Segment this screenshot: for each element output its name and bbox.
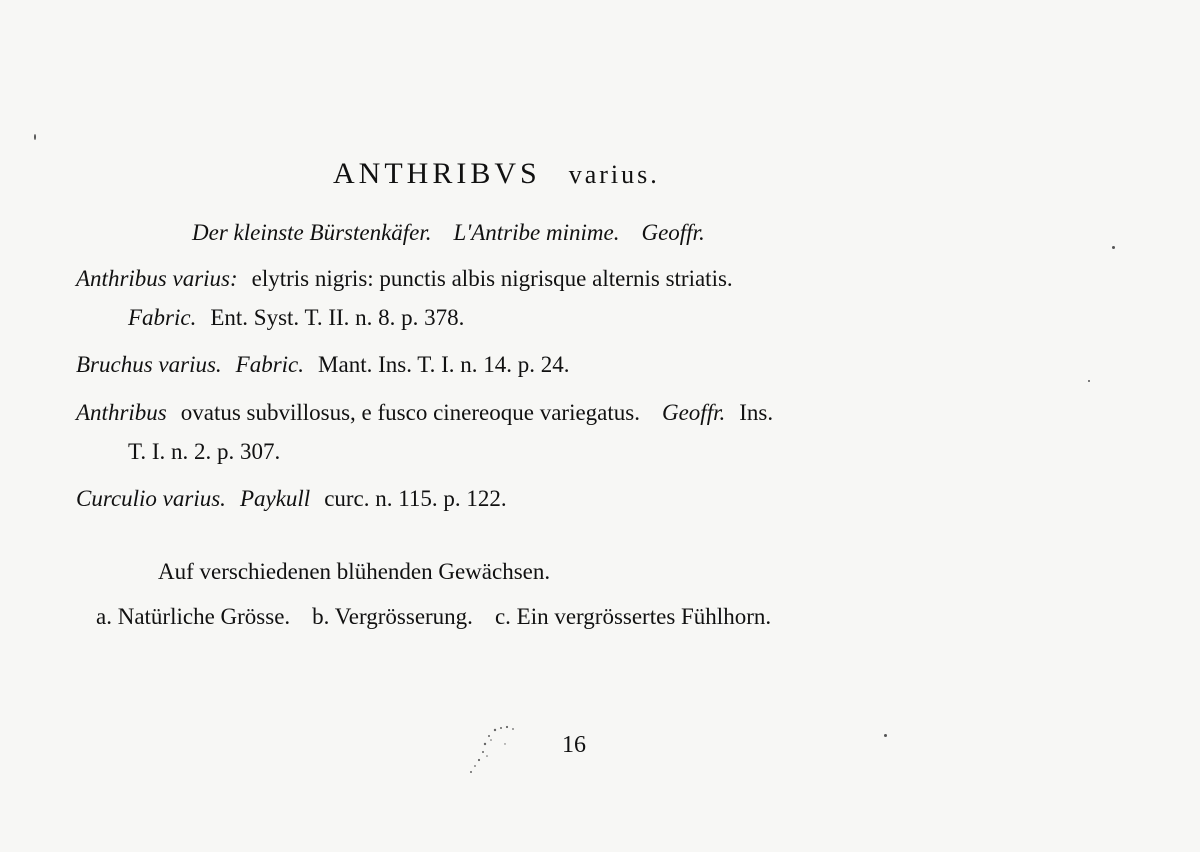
author-name: Geoffr. (641, 220, 705, 245)
figure-a-caption: a. Natürliche Grösse. (96, 604, 291, 629)
synonym-entry-3-line-2 (128, 438, 280, 466)
synonym-entry-1-line-2 (128, 304, 464, 332)
reference-author: Fabric. (235, 352, 305, 377)
french-name: L'Antribe minime. (453, 220, 620, 245)
page-title (333, 157, 660, 190)
synonym-description: elytris nigris: punctis albis nigrisque alternis striatis. (251, 266, 733, 291)
paper-speck (34, 134, 36, 140)
synonym-entry-2 (76, 351, 570, 379)
reference-citation: curc. n. 115. p. 122. (324, 486, 507, 511)
page-number: 16 (562, 732, 586, 758)
reference-author: Geoffr. (661, 400, 726, 425)
paper-speck (1112, 246, 1115, 249)
reference-author: Fabric. (128, 305, 197, 330)
reference-citation: Ins. (739, 400, 774, 425)
species-name: varius. (568, 160, 660, 189)
paper-smudge (465, 722, 545, 782)
synonym-name: Anthribus (76, 400, 167, 425)
reference-citation: T. I. n. 2. p. 307. (128, 439, 281, 464)
synonym-description: ovatus subvillosus, e fusco cinereoque variegatus. (180, 400, 640, 425)
common-names (192, 219, 705, 247)
habitat-note: Auf verschiedenen blühenden Gewächsen. (158, 559, 551, 584)
reference-citation: Ent. Syst. T. II. n. 8. p. 378. (210, 305, 465, 330)
genus-name: ANTHRIBVS (333, 157, 541, 190)
synonym-name: Curculio varius. (76, 486, 226, 511)
figure-b-caption: b. Vergrösserung. (312, 604, 473, 629)
synonym-name: Anthribus varius: (76, 266, 238, 291)
synonym-name: Bruchus varius. (76, 352, 222, 377)
german-name: Der kleinste Bürstenkäfer. (192, 220, 432, 245)
synonym-entry-4 (76, 485, 507, 513)
reference-citation: Mant. Ins. T. I. n. 14. p. 24. (318, 352, 570, 377)
figure-c-caption: c. Ein vergrössertes Fühlhorn. (494, 604, 772, 629)
synonym-entry-3-line-1 (76, 399, 773, 427)
reference-author: Paykull (239, 486, 311, 511)
paper-speck (1088, 380, 1090, 382)
synonym-entry-1-line-1 (76, 265, 733, 293)
figure-legend (96, 603, 771, 631)
paper-speck (884, 734, 887, 737)
